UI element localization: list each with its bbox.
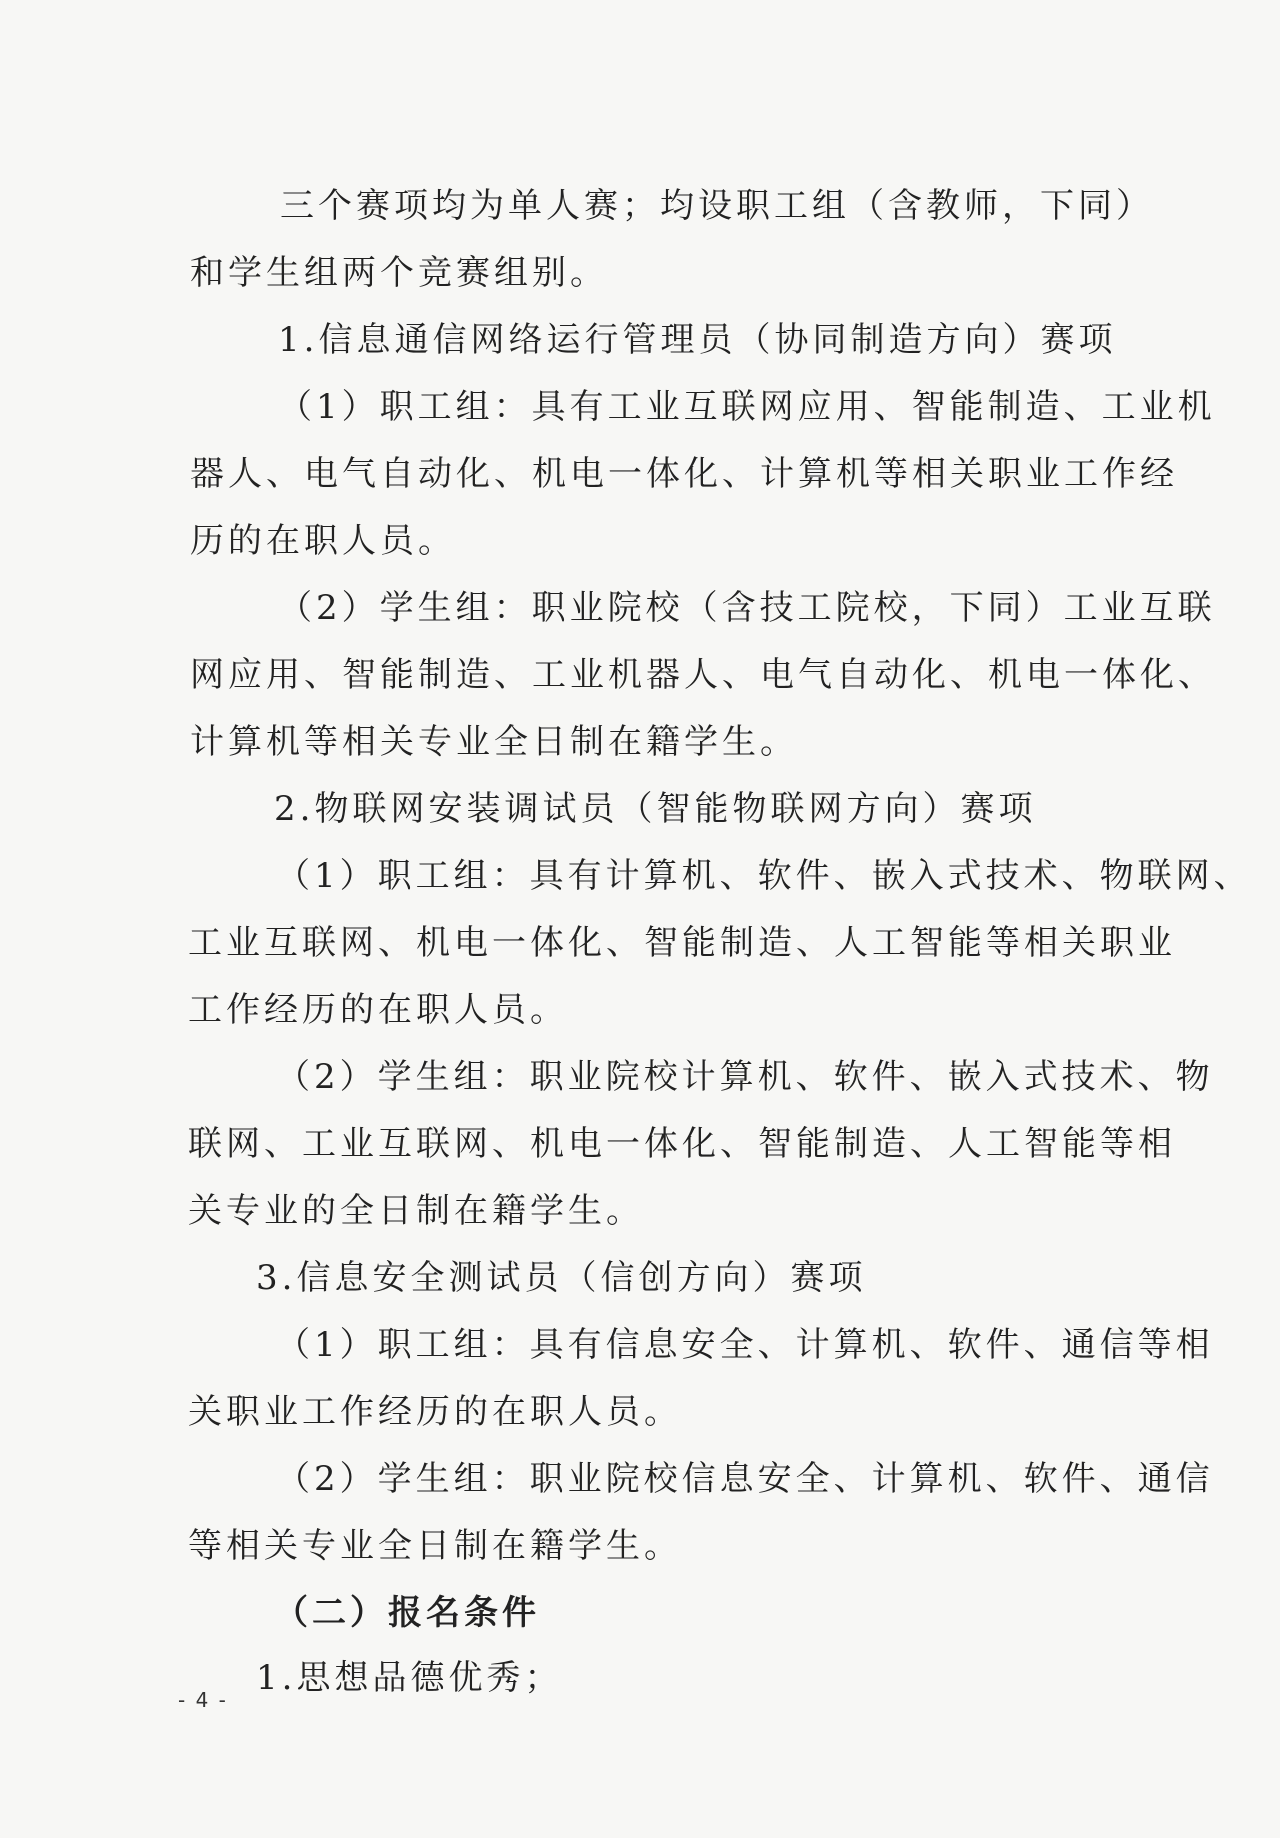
subsection-heading: （二）报名条件 bbox=[274, 1593, 540, 1633]
section-heading: 2.物联网安装调试员（智能物联网方向）赛项 bbox=[274, 789, 1037, 829]
paragraph-line: 计算机等相关专业全日制在籍学生。 bbox=[190, 722, 798, 762]
paragraph-line: 等相关专业全日制在籍学生。 bbox=[188, 1526, 682, 1566]
paragraph-line: （1）职工组：具有信息安全、计算机、软件、通信等相 bbox=[276, 1325, 1214, 1365]
paragraph-line: 关职业工作经历的在职人员。 bbox=[188, 1392, 682, 1432]
paragraph-line: （1）职工组：具有工业互联网应用、智能制造、工业机 bbox=[278, 387, 1216, 427]
paragraph-line: 历的在职人员。 bbox=[190, 521, 456, 561]
page-number: - 4 - bbox=[178, 1688, 228, 1712]
paragraph-line: （2）学生组：职业院校计算机、软件、嵌入式技术、物 bbox=[276, 1057, 1214, 1097]
section-heading: 3.信息安全测试员（信创方向）赛项 bbox=[256, 1258, 867, 1298]
paragraph-line: 工业互联网、机电一体化、智能制造、人工智能等相关职业 bbox=[188, 923, 1176, 963]
paragraph-line: 器人、电气自动化、机电一体化、计算机等相关职业工作经 bbox=[190, 454, 1178, 494]
section-heading: 1.信息通信网络运行管理员（协同制造方向）赛项 bbox=[278, 320, 1117, 360]
paragraph-line: 和学生组两个竞赛组别。 bbox=[190, 253, 608, 293]
paragraph-line: （2）学生组：职业院校（含技工院校，下同）工业互联 bbox=[278, 588, 1216, 628]
paragraph-line: 工作经历的在职人员。 bbox=[188, 990, 568, 1030]
paragraph-line: 关专业的全日制在籍学生。 bbox=[188, 1191, 644, 1231]
paragraph-line: 联网、工业互联网、机电一体化、智能制造、人工智能等相 bbox=[188, 1124, 1176, 1164]
paragraph-line: 三个赛项均为单人赛；均设职工组（含教师，下同） bbox=[280, 186, 1154, 226]
paragraph-line: 网应用、智能制造、工业机器人、电气自动化、机电一体化、 bbox=[190, 655, 1216, 695]
paragraph-line: 1.思想品德优秀； bbox=[256, 1658, 563, 1698]
paragraph-line: （1）职工组：具有计算机、软件、嵌入式技术、物联网、 bbox=[276, 856, 1252, 896]
paragraph-line: （2）学生组：职业院校信息安全、计算机、软件、通信 bbox=[276, 1459, 1214, 1499]
